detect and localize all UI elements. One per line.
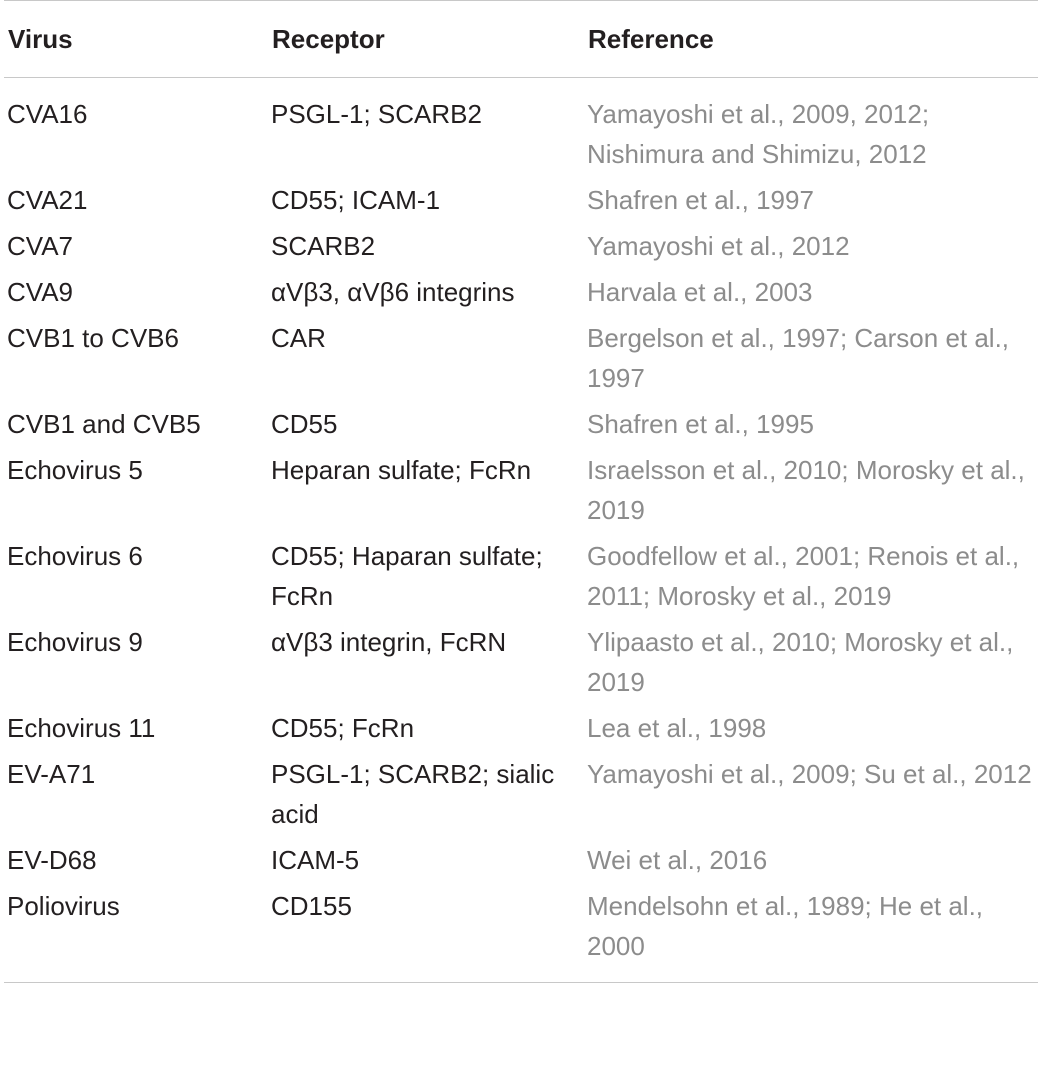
reference-cell[interactable]: Yamayoshi et al., 2009, 2012; Nishimura and Shimizu, 2012 <box>587 99 930 169</box>
header-row <box>4 1 1038 78</box>
receptor-cell: CD55 <box>271 409 338 439</box>
receptor-cell: ICAM-5 <box>271 845 360 875</box>
table-row <box>4 78 1038 175</box>
virus-cell: EV-D68 <box>7 845 97 875</box>
reference-cell[interactable]: Yamayoshi et al., 2009; Su et al., 2012 <box>587 759 1032 789</box>
virus-cell: Echovirus 9 <box>7 627 143 657</box>
table-row <box>4 530 1038 616</box>
receptor-cell: CD55; Haparan sulfate; FcRn <box>271 541 543 611</box>
virus-cell: CVB1 to CVB6 <box>7 323 179 353</box>
virus-cell: Echovirus 11 <box>7 713 156 743</box>
reference-cell[interactable]: Mendelsohn et al., 1989; He et al., 2000 <box>584 880 1038 983</box>
reference-cell[interactable]: Yamayoshi et al., 2012 <box>587 231 850 261</box>
receptor-cell: αVβ3, αVβ6 integrins <box>271 277 515 307</box>
header-receptor: Receptor <box>268 1 584 78</box>
reference-cell[interactable]: Bergelson et al., 1997; Carson et al., 1997 <box>587 323 1010 393</box>
reference-cell[interactable]: Shafren et al., 1997 <box>587 185 814 215</box>
table-body <box>4 78 1038 983</box>
reference-cell[interactable]: Shafren et al., 1995 <box>587 409 814 439</box>
table-row <box>4 220 1038 266</box>
receptor-table <box>4 0 1038 983</box>
receptor-cell: Heparan sulfate; FcRn <box>271 455 532 485</box>
receptor-cell: αVβ3 integrin, FcRN <box>271 627 507 657</box>
table-row <box>4 174 1038 220</box>
table-row <box>4 880 1038 983</box>
virus-cell: CVA16 <box>7 99 88 129</box>
receptor-cell: CAR <box>271 323 326 353</box>
receptor-cell: CD55; ICAM-1 <box>271 185 441 215</box>
virus-cell: Echovirus 5 <box>7 455 143 485</box>
table-row <box>4 702 1038 748</box>
table-row <box>4 748 1038 834</box>
reference-cell[interactable]: Lea et al., 1998 <box>587 713 767 743</box>
header-reference: Reference <box>584 1 1038 78</box>
reference-cell[interactable]: Wei et al., 2016 <box>587 845 768 875</box>
virus-cell: Poliovirus <box>4 880 268 983</box>
table-row <box>4 266 1038 312</box>
virus-cell: CVB1 and CVB5 <box>7 409 201 439</box>
reference-cell[interactable]: Harvala et al., 2003 <box>587 277 813 307</box>
table-header <box>4 1 1038 78</box>
virus-cell: EV-A71 <box>7 759 96 789</box>
receptor-cell: PSGL-1; SCARB2; sialic acid <box>271 759 555 829</box>
reference-cell[interactable]: Ylipaasto et al., 2010; Morosky et al., 2019 <box>587 627 1014 697</box>
virus-cell: CVA21 <box>7 185 88 215</box>
table-row <box>4 444 1038 530</box>
virus-cell: CVA7 <box>7 231 73 261</box>
receptor-cell: PSGL-1; SCARB2 <box>271 99 482 129</box>
reference-cell[interactable]: Israelsson et al., 2010; Morosky et al., 2019 <box>587 455 1025 525</box>
table-row <box>4 312 1038 398</box>
table-row <box>4 398 1038 444</box>
virus-cell: Echovirus 6 <box>7 541 143 571</box>
receptor-cell: CD55; FcRn <box>271 713 415 743</box>
table-row <box>4 616 1038 702</box>
table-row <box>4 834 1038 880</box>
receptor-cell: CD155 <box>268 880 584 983</box>
virus-cell: CVA9 <box>7 277 73 307</box>
header-virus: Virus <box>4 1 268 78</box>
receptor-cell: SCARB2 <box>271 231 376 261</box>
reference-cell[interactable]: Goodfellow et al., 2001; Renois et al., 2011; Morosky et al., 2019 <box>587 541 1020 611</box>
